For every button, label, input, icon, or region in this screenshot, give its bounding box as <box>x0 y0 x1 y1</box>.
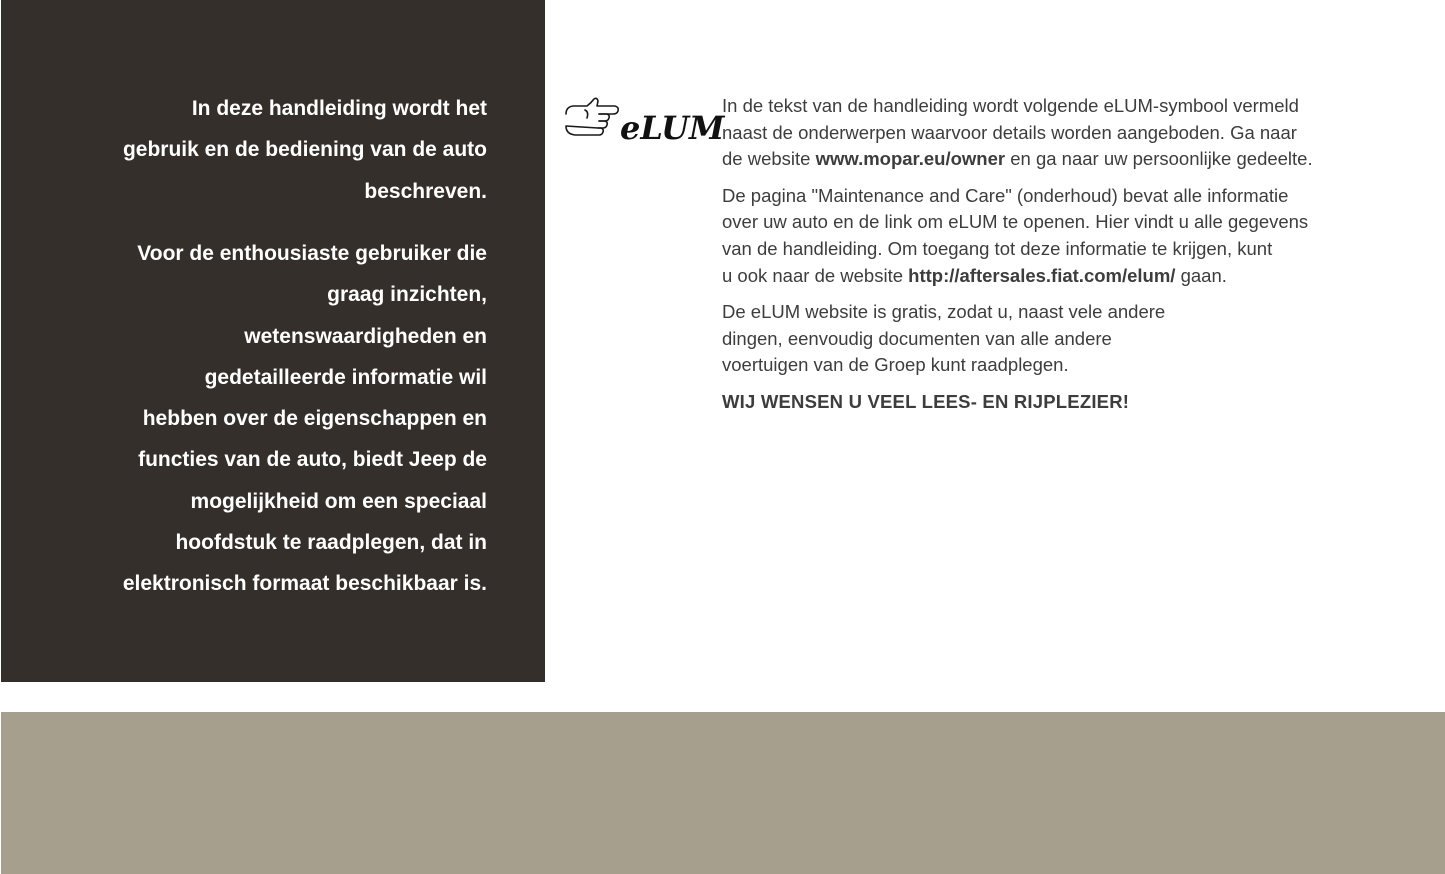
intro-line: wetenswaardigheden en <box>244 324 487 348</box>
pointing-hand-icon <box>563 94 725 147</box>
footer-band <box>1 712 1445 874</box>
paragraph-1 <box>722 93 1432 173</box>
intro-line: beschreven. <box>364 179 487 203</box>
intro-paragraph-1 <box>17 88 487 212</box>
aftersales-website-link[interactable]: http://aftersales.fiat.com/elum/ <box>908 264 1176 286</box>
intro-line: mogelijkheid om een speciaal <box>190 489 487 513</box>
intro-line: In deze handleiding wordt het <box>191 97 487 120</box>
intro-line: elektronisch formaat beschikbaar is. <box>122 572 487 596</box>
text-line: van de handleiding. Om toegang tot deze informatie te krijgen, kunt <box>722 237 1273 259</box>
text-line: naast de onderwerpen waarvoor details worden aangeboden. Ga naar <box>722 121 1297 143</box>
intro-line: Voor de enthousiaste gebruiker die <box>137 242 487 265</box>
text-line <box>722 146 1432 173</box>
intro-line: hoofdstuk te raadplegen, dat in <box>175 531 487 555</box>
paragraph-3 <box>722 299 1432 379</box>
text-line: In de tekst van de handleiding wordt volgende eLUM-symbool vermeld <box>722 95 1299 116</box>
closing-message: WIJ WENSEN U VEEL LEES- EN RIJPLEZIER! <box>722 390 1130 412</box>
text-line: over uw auto en de link om eLUM te openen. Hier vindt u alle gegevens <box>722 211 1309 233</box>
text-line: dingen, eenvoudig documenten van alle andere <box>722 327 1112 349</box>
intro-line: functies van de auto, biedt Jeep de <box>138 448 487 472</box>
intro-line: gedetailleerde informatie wil <box>204 365 487 389</box>
text-fragment: en ga naar uw persoonlijke gedeelte. <box>1005 148 1313 170</box>
text-line: De eLUM website is gratis, zodat u, naast vele andere <box>722 301 1166 323</box>
intro-line: hebben over de eigenschappen en <box>142 407 487 431</box>
mopar-website-link[interactable]: www.mopar.eu/owner <box>815 148 1006 170</box>
elum-logo <box>563 94 725 147</box>
text-fragment: gaan. <box>1175 264 1227 286</box>
paragraph-2 <box>722 183 1432 289</box>
text-fragment: u ook naar de website <box>722 264 909 286</box>
intro-line: gebruik en de bediening van de auto <box>122 138 487 162</box>
intro-paragraph-2 <box>17 233 487 605</box>
text-line: voertuigen van de Groep kunt raadplegen. <box>722 354 1069 376</box>
elum-logo-text: eLUM <box>620 109 725 147</box>
text-line <box>722 263 1432 290</box>
text-line: De pagina "Maintenance and Care" (onderhoud) bevat alle informatie <box>722 184 1289 206</box>
intro-panel <box>1 0 545 682</box>
elum-description <box>722 93 1432 426</box>
text-fragment: de website <box>722 148 816 170</box>
intro-line: graag inzichten, <box>327 283 487 307</box>
